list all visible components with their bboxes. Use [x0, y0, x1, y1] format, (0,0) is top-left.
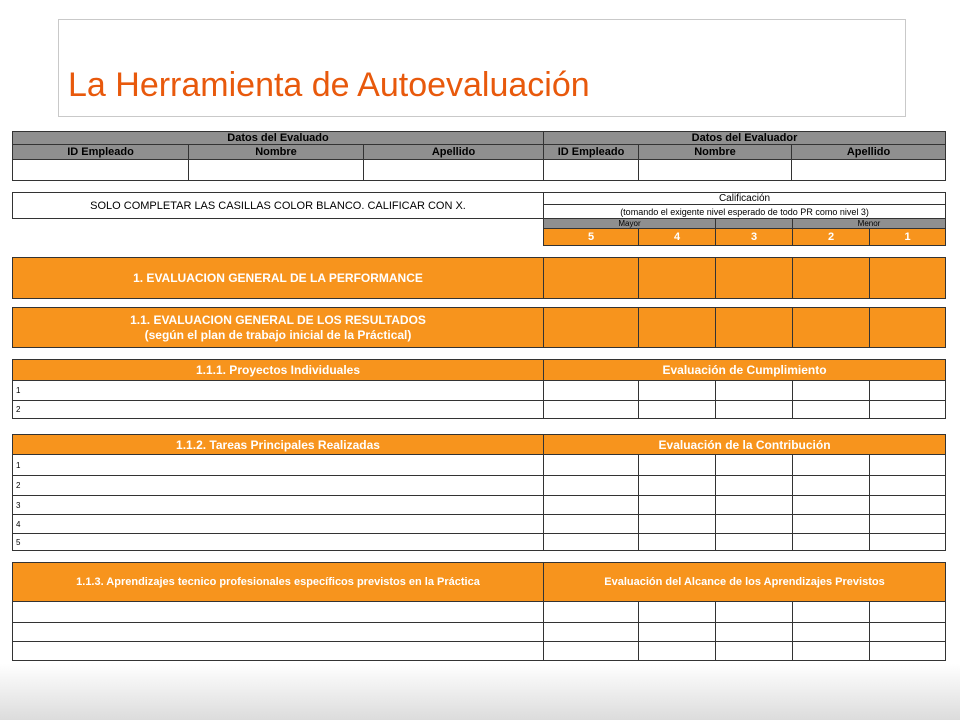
- score-cell[interactable]: [793, 476, 870, 496]
- score-cell[interactable]: [870, 602, 946, 623]
- evaluador-apellido-cell[interactable]: [792, 160, 946, 181]
- score-cell[interactable]: [544, 623, 639, 642]
- evaluador-nombre-header: Nombre: [639, 145, 792, 160]
- score-cell[interactable]: [544, 534, 639, 551]
- section-1-1-3-table: [12, 562, 946, 661]
- score-cell[interactable]: [793, 381, 870, 401]
- score-cell[interactable]: [716, 515, 793, 534]
- section-1-1-table: [12, 307, 946, 348]
- bottom-band: [0, 664, 960, 720]
- section-1-1-3-eval: Evaluación del Alcance de los Aprendizajes Previstos: [544, 563, 946, 602]
- score-cell[interactable]: [639, 515, 716, 534]
- menor-label: Menor: [793, 219, 946, 229]
- section-1-1-2-table: [12, 434, 946, 551]
- score-cell[interactable]: [639, 455, 716, 476]
- aprendizaje-cell[interactable]: [13, 602, 544, 623]
- section-1-1-score-5: [544, 308, 639, 348]
- section-1-1-1-table: [12, 359, 946, 419]
- evaluador-nombre-cell[interactable]: [639, 160, 792, 181]
- score-cell[interactable]: [716, 496, 793, 515]
- score-cell[interactable]: [870, 455, 946, 476]
- score-cell[interactable]: [639, 642, 716, 661]
- score-cell[interactable]: [870, 381, 946, 401]
- aprendizaje-cell[interactable]: [13, 623, 544, 642]
- evaluador-apellido-header: Apellido: [792, 145, 946, 160]
- calificacion-note: (tomando el exigente nivel esperado de todo PR como nivel 3): [544, 205, 946, 219]
- score-cell[interactable]: [716, 455, 793, 476]
- section-1-score-2: [793, 258, 870, 299]
- table-row: [13, 401, 946, 419]
- score-cell[interactable]: [544, 642, 639, 661]
- evaluado-id-header: ID Empleado: [13, 145, 189, 160]
- score-cell[interactable]: [544, 455, 639, 476]
- score-cell[interactable]: [716, 476, 793, 496]
- evaluado-nombre-cell[interactable]: [189, 160, 364, 181]
- score-cell[interactable]: [793, 642, 870, 661]
- table-row: [13, 381, 946, 401]
- calificacion-label: Calificación: [544, 193, 946, 205]
- section-1-1-score-1: [870, 308, 946, 348]
- score-cell[interactable]: [793, 515, 870, 534]
- score-cell[interactable]: [716, 534, 793, 551]
- row-number: 2: [13, 401, 544, 419]
- scale-5: 5: [544, 229, 639, 246]
- score-cell[interactable]: [639, 401, 716, 419]
- score-cell[interactable]: [544, 602, 639, 623]
- section-1-1-line1: 1.1. EVALUACION GENERAL DE LOS RESULTADOS: [130, 312, 426, 327]
- section-1-1-1-label: 1.1.1. Proyectos Individuales: [13, 360, 544, 381]
- section-1-1-3-label: 1.1.3. Aprendizajes tecnico profesionales específicos previstos en la Práctica: [13, 563, 544, 602]
- evaluado-nombre-header: Nombre: [189, 145, 364, 160]
- instructions-text: SOLO COMPLETAR LAS CASILLAS COLOR BLANCO. CALIFICAR CON X.: [13, 193, 544, 219]
- table-row: [13, 476, 946, 496]
- aprendizaje-cell[interactable]: [13, 642, 544, 661]
- score-cell[interactable]: [716, 602, 793, 623]
- evaluado-header: Datos del Evaluado: [13, 132, 544, 145]
- score-cell[interactable]: [544, 496, 639, 515]
- mayor-label: Mayor: [544, 219, 716, 229]
- table-row: [13, 534, 946, 551]
- score-cell[interactable]: [793, 623, 870, 642]
- section-1-1-label: [13, 308, 544, 348]
- evaluador-id-cell[interactable]: [544, 160, 639, 181]
- evaluador-header: Datos del Evaluador: [544, 132, 946, 145]
- section-1-score-1: [870, 258, 946, 299]
- section-1-1-score-3: [716, 308, 793, 348]
- table-row: [13, 515, 946, 534]
- section-1-score-4: [639, 258, 716, 299]
- scale-1: 1: [870, 229, 946, 246]
- score-cell[interactable]: [793, 455, 870, 476]
- section-1-1-line2: (según el plan de trabajo inicial de la Práctical): [144, 327, 412, 342]
- score-cell[interactable]: [639, 602, 716, 623]
- evaluado-id-cell[interactable]: [13, 160, 189, 181]
- row-number: 5: [13, 534, 544, 551]
- section-1-table: [12, 257, 946, 299]
- score-cell[interactable]: [716, 623, 793, 642]
- table-row: [13, 623, 946, 642]
- row-number: 1: [13, 381, 544, 401]
- score-cell[interactable]: [639, 476, 716, 496]
- scale-3: 3: [716, 229, 793, 246]
- score-cell[interactable]: [793, 602, 870, 623]
- table-row: [13, 642, 946, 661]
- evaluador-id-header: ID Empleado: [544, 145, 639, 160]
- score-cell[interactable]: [870, 623, 946, 642]
- scale-2: 2: [793, 229, 870, 246]
- score-cell[interactable]: [544, 476, 639, 496]
- score-cell[interactable]: [639, 623, 716, 642]
- table-row: [13, 455, 946, 476]
- section-1-1-2-eval: Evaluación de la Contribución: [544, 435, 946, 455]
- score-cell[interactable]: [716, 642, 793, 661]
- section-1-1-2-label: 1.1.2. Tareas Principales Realizadas: [13, 435, 544, 455]
- score-cell[interactable]: [870, 515, 946, 534]
- score-cell[interactable]: [639, 534, 716, 551]
- row-number: 2: [13, 476, 544, 496]
- row-number: 1: [13, 455, 544, 476]
- table-row: [13, 602, 946, 623]
- table-row: [13, 496, 946, 515]
- section-1-1-1-eval: Evaluación de Cumplimiento: [544, 360, 946, 381]
- page-title: La Herramienta de Autoevaluación: [68, 66, 590, 104]
- score-cell[interactable]: [716, 381, 793, 401]
- evaluado-apellido-cell[interactable]: [364, 160, 544, 181]
- score-cell[interactable]: [716, 401, 793, 419]
- section-1-1-score-2: [793, 308, 870, 348]
- rating-scale-table: [12, 192, 946, 246]
- section-1-score-3: [716, 258, 793, 299]
- section-1-1-score-4: [639, 308, 716, 348]
- row-number: 3: [13, 496, 544, 515]
- section-1-score-5: [544, 258, 639, 299]
- score-cell[interactable]: [793, 401, 870, 419]
- employee-data-table: [12, 131, 946, 181]
- score-cell[interactable]: [793, 496, 870, 515]
- evaluado-apellido-header: Apellido: [364, 145, 544, 160]
- score-cell[interactable]: [870, 496, 946, 515]
- score-cell[interactable]: [639, 496, 716, 515]
- score-cell[interactable]: [870, 642, 946, 661]
- section-1-label: 1. EVALUACION GENERAL DE LA PERFORMANCE: [13, 258, 544, 299]
- score-cell[interactable]: [870, 476, 946, 496]
- score-cell[interactable]: [544, 401, 639, 419]
- scale-4: 4: [639, 229, 716, 246]
- score-cell[interactable]: [870, 534, 946, 551]
- score-cell[interactable]: [793, 534, 870, 551]
- score-cell[interactable]: [544, 381, 639, 401]
- score-cell[interactable]: [639, 381, 716, 401]
- score-cell[interactable]: [544, 515, 639, 534]
- row-number: 4: [13, 515, 544, 534]
- score-cell[interactable]: [870, 401, 946, 419]
